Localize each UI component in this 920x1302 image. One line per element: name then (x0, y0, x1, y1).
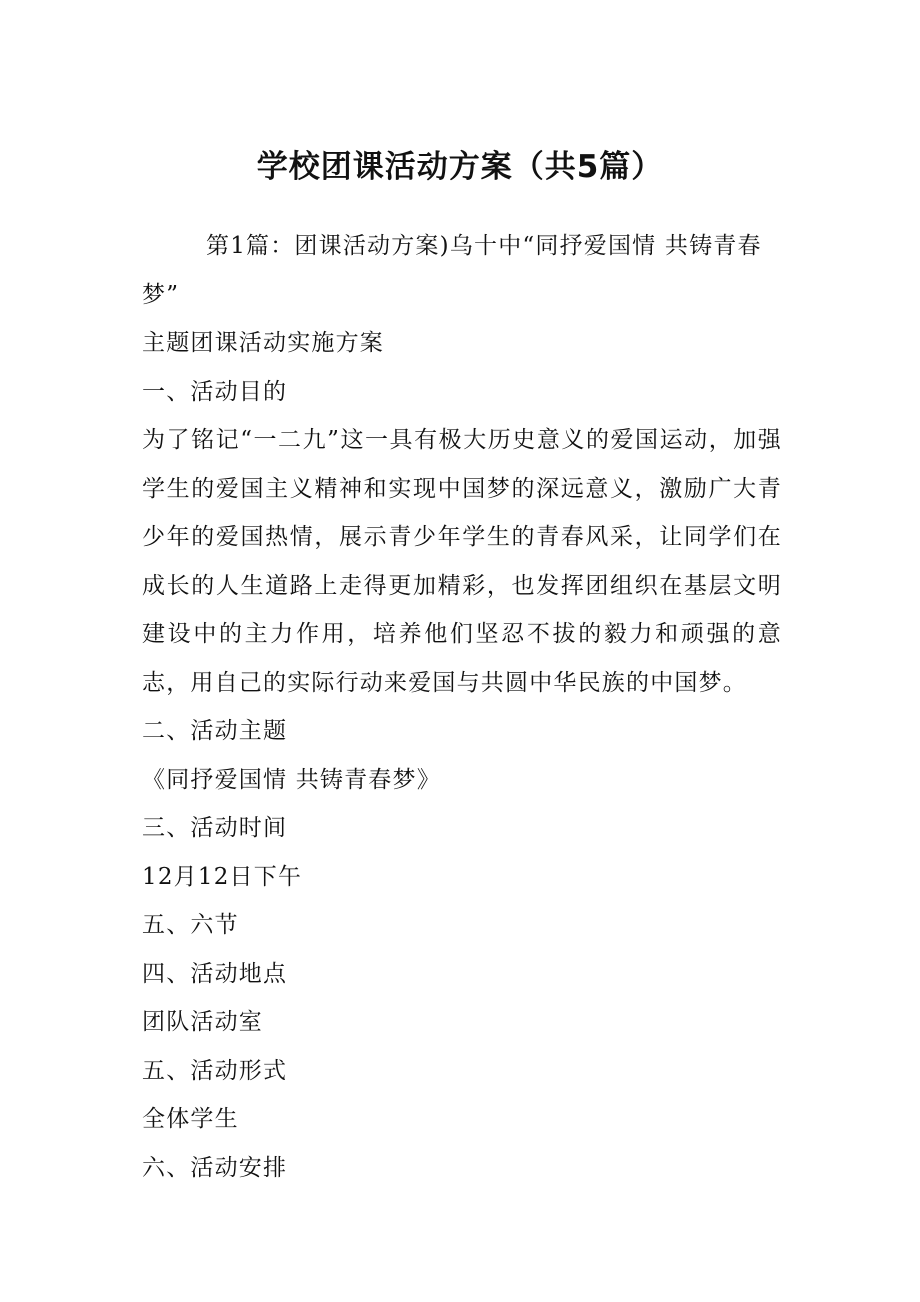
section-heading-time: 三、活动时间 (142, 815, 288, 841)
paragraph-location: 团队活动室 (142, 1009, 263, 1035)
section-heading-purpose: 一、活动目的 (142, 378, 288, 405)
section-heading-theme: 二、活动主题 (142, 718, 288, 744)
paragraph-periods: 五、六节 (142, 912, 239, 938)
document-title: 学校团课活动方案（共5篇） (256, 149, 664, 185)
paragraph-participants: 全体学生 (142, 1106, 239, 1132)
paragraph-date: 12月12日下午 (142, 863, 303, 890)
paragraph-article-heading: 第1篇：团课活动方案)乌十中“同抒爱国情 共铸青春梦” (142, 233, 762, 308)
paragraph-theme: 《同抒爱国情 共铸青春梦》 (142, 766, 441, 793)
paragraph-purpose: 为了铭记“一二九”这一具有极大历史意义的爱国运动，加强学生的爱国主义精神和实现中国梦的深远意义，激励广大青少年的爱国热情，展示青少年学生的青春风采，让同学们在成长的人生道路上走得更加精彩，也发挥团组织在基层文明建设中的主力作用，培养他们坚忍不拔的毅力和顽强的意志，用自己的实际行动来爱国与共圆中华民族的中国梦。 (142, 427, 782, 696)
section-heading-location: 四、活动地点 (142, 960, 288, 987)
section-heading-format: 五、活动形式 (142, 1057, 288, 1084)
section-heading-arrangement: 六、活动安排 (142, 1154, 288, 1181)
paragraph-plan-subtitle: 主题团课活动实施方案 (142, 330, 384, 356)
document-body (142, 222, 782, 1192)
